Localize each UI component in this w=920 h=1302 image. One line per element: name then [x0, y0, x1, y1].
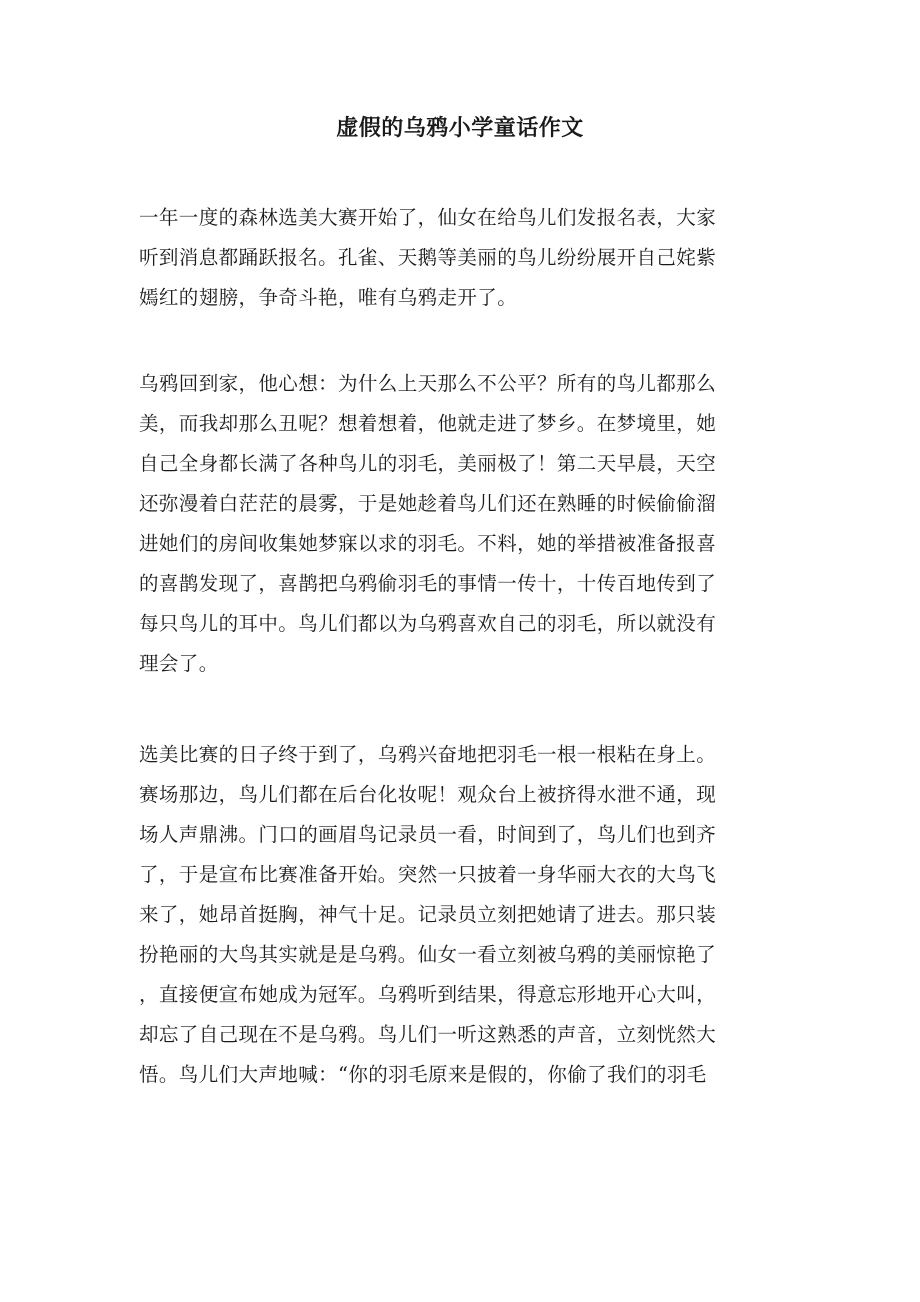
text-line: 选美比赛的日子终于到了，乌鸦兴奋地把羽毛一根一根粘在身上。 — [139, 743, 717, 766]
text-line: 进她们的房间收集她梦寐以求的羽毛。不料，她的举措被准备报喜 — [139, 532, 717, 555]
text-line: 理会了。 — [139, 652, 219, 675]
document-title: 虚假的乌鸦小学童话作文 — [336, 115, 584, 141]
paragraph-3 — [139, 735, 775, 1095]
text-line: 了，于是宣布比赛准备开始。突然一只披着一身华丽大衣的大鸟飞 — [139, 863, 717, 886]
text-line: 悟。鸟儿们大声地喊：“你的羽毛原来是假的，你偷了我们的羽毛 — [139, 1063, 707, 1086]
text-line: 每只鸟儿的耳中。鸟儿们都以为乌鸦喜欢自己的羽毛，所以就没有 — [139, 612, 717, 635]
text-line: 赛场那边，鸟儿们都在后台化妆呢！观众台上被挤得水泄不通，现 — [139, 783, 717, 806]
text-line: 的喜鹊发现了，喜鹊把乌鸦偷羽毛的事情一传十，十传百地传到了 — [139, 572, 717, 595]
text-line: ，直接便宣布她成为冠军。乌鸦听到结果，得意忘形地开心大叫， — [139, 983, 717, 1006]
text-line: 还弥漫着白茫茫的晨雾，于是她趁着鸟儿们还在熟睡的时候偷偷溜 — [139, 492, 717, 515]
paragraph-1 — [139, 198, 775, 318]
text-line: 场人声鼎沸。门口的画眉鸟记录员一看，时间到了，鸟儿们也到齐 — [139, 823, 717, 846]
text-line: 美，而我却那么丑呢？想着想着，他就走进了梦乡。在梦境里，她 — [139, 412, 717, 435]
text-line: 扮艳丽的大鸟其实就是是乌鸦。仙女一看立刻被乌鸦的美丽惊艳了 — [139, 943, 717, 966]
text-line: 自己全身都长满了各种鸟儿的羽毛，美丽极了！第二天早晨，天空 — [139, 452, 717, 475]
text-line: 听到消息都踊跃报名。孔雀、天鹅等美丽的鸟儿纷纷展开自己姹紫 — [139, 246, 717, 269]
text-line: 来了，她昂首挺胸，神气十足。记录员立刻把她请了进去。那只装 — [139, 903, 717, 926]
text-line: 一年一度的森林选美大赛开始了，仙女在给鸟儿们发报名表，大家 — [139, 206, 717, 229]
text-line: 嫣红的翅膀，争奇斗艳，唯有乌鸦走开了。 — [139, 286, 518, 309]
text-line: 却忘了自己现在不是乌鸦。鸟儿们一听这熟悉的声音，立刻恍然大 — [139, 1023, 717, 1046]
paragraph-2 — [139, 364, 775, 684]
text-line: 乌鸦回到家，他心想：为什么上天那么不公平？所有的鸟儿都那么 — [139, 372, 717, 395]
